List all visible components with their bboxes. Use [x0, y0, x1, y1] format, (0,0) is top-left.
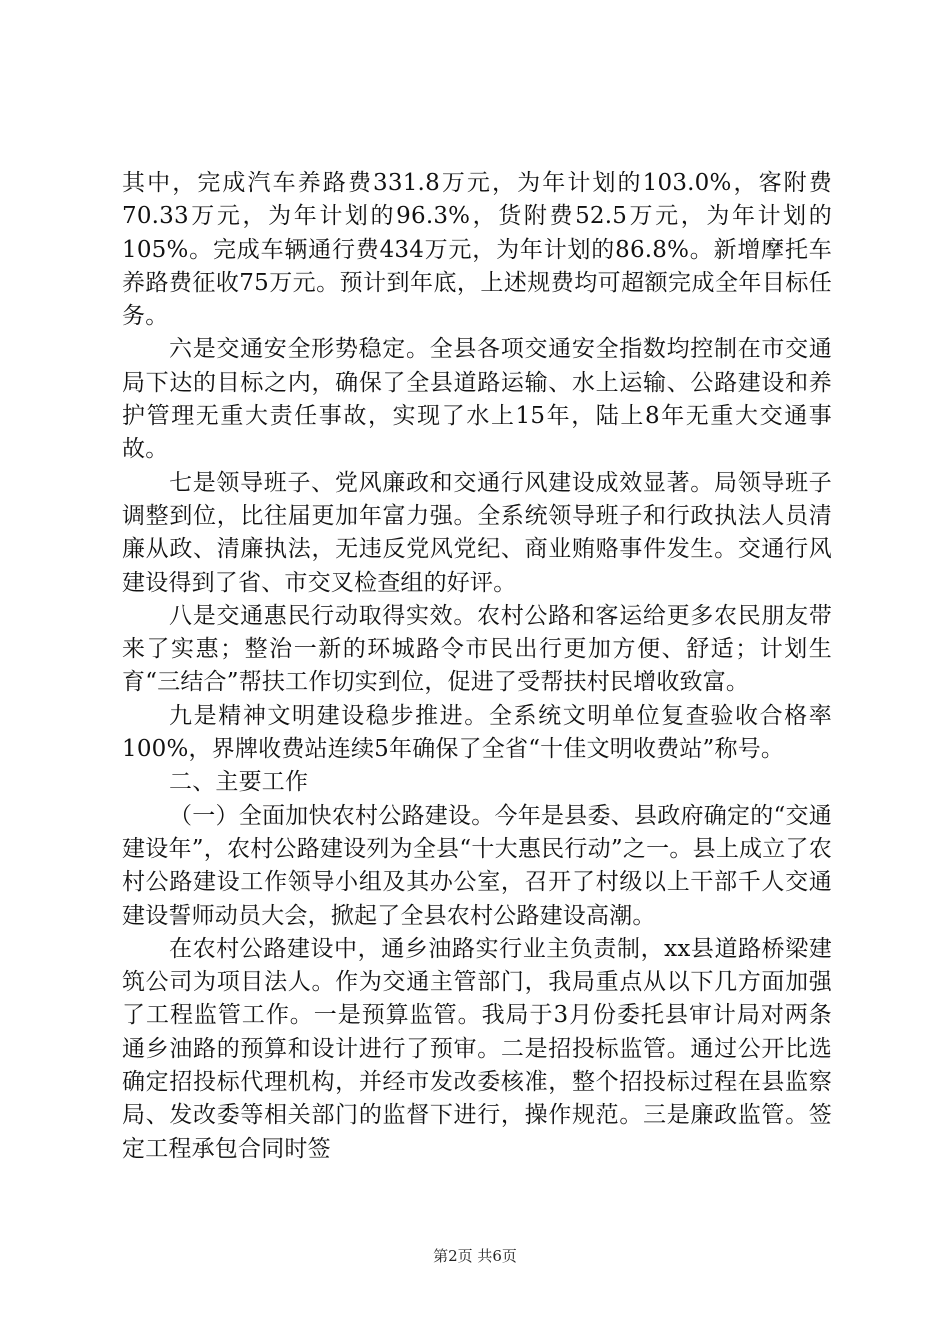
paragraph-3: 七是领导班子、党风廉政和交通行风建设成效显著。局领导班子调整到位，比往届更加年富力强。全系统领导班子和行政执法人员清廉从政、清廉执法，无违反党风党纪、商业贿赂事件发生。交通行风建设得到了省、市交叉检查组的好评。 [122, 469, 832, 596]
document-body [122, 167, 832, 1166]
paragraph-4: 八是交通惠民行动取得实效。农村公路和客运给更多农民朋友带来了实惠；整治一新的环城路令市民出行更加方便、舒适；计划生育“三结合”帮扶工作切实到位，促进了受帮扶村民增收致富。 [122, 602, 832, 696]
paragraph-6: （一）全面加快农村公路建设。今年是县委、县政府确定的“交通建设年”，农村公路建设列为全县“十大惠民行动”之一。县上成立了农村公路建设工作领导小组及其办公室，召开了村级以上干部千人交通建设誓师动员大会，掀起了全县农村公路建设高潮。 [122, 802, 832, 929]
paragraph-1: 其中，完成汽车养路费331.8万元，为年计划的103.0%，客附费70.33万元，为年计划的96.3%，货附费52.5万元，为年计划的105%。完成车辆通行费434万元，为年计划的86.8%。新增摩托车养路费征收75万元。预计到年底，上述规费均可超额完成全年目标任务。 [122, 170, 832, 330]
paragraph-7: 在农村公路建设中，通乡油路实行业主负责制，xx县道路桥梁建筑公司为项目法人。作为交通主管部门，我局重点从以下几方面加强了工程监管工作。一是预算监管。我局于3月份委托县审计局对两条通乡油路的预算和设计进行了预审。二是招投标监管。通过公开比选确定招投标代理机构，并经市发改委核准，整个招投标过程在县监察局、发改委等相关部门的监督下进行，操作规范。三是廉政监管。签定工程承包合同时签 [122, 935, 832, 1162]
section-heading: 二、主要工作 [169, 769, 309, 796]
page-footer: 第2页 共6页 [433, 1247, 517, 1265]
paragraph-2: 六是交通安全形势稳定。全县各项交通安全指数均控制在市交通局下达的目标之内，确保了全县道路运输、水上运输、公路建设和养护管理无重大责任事故，实现了水上15年，陆上8年无重大交通事故。 [122, 336, 832, 463]
paragraph-5: 九是精神文明建设稳步推进。全系统文明单位复查验收合格率100%，界牌收费站连续5年确保了全省“十佳文明收费站”称号。 [122, 702, 832, 763]
